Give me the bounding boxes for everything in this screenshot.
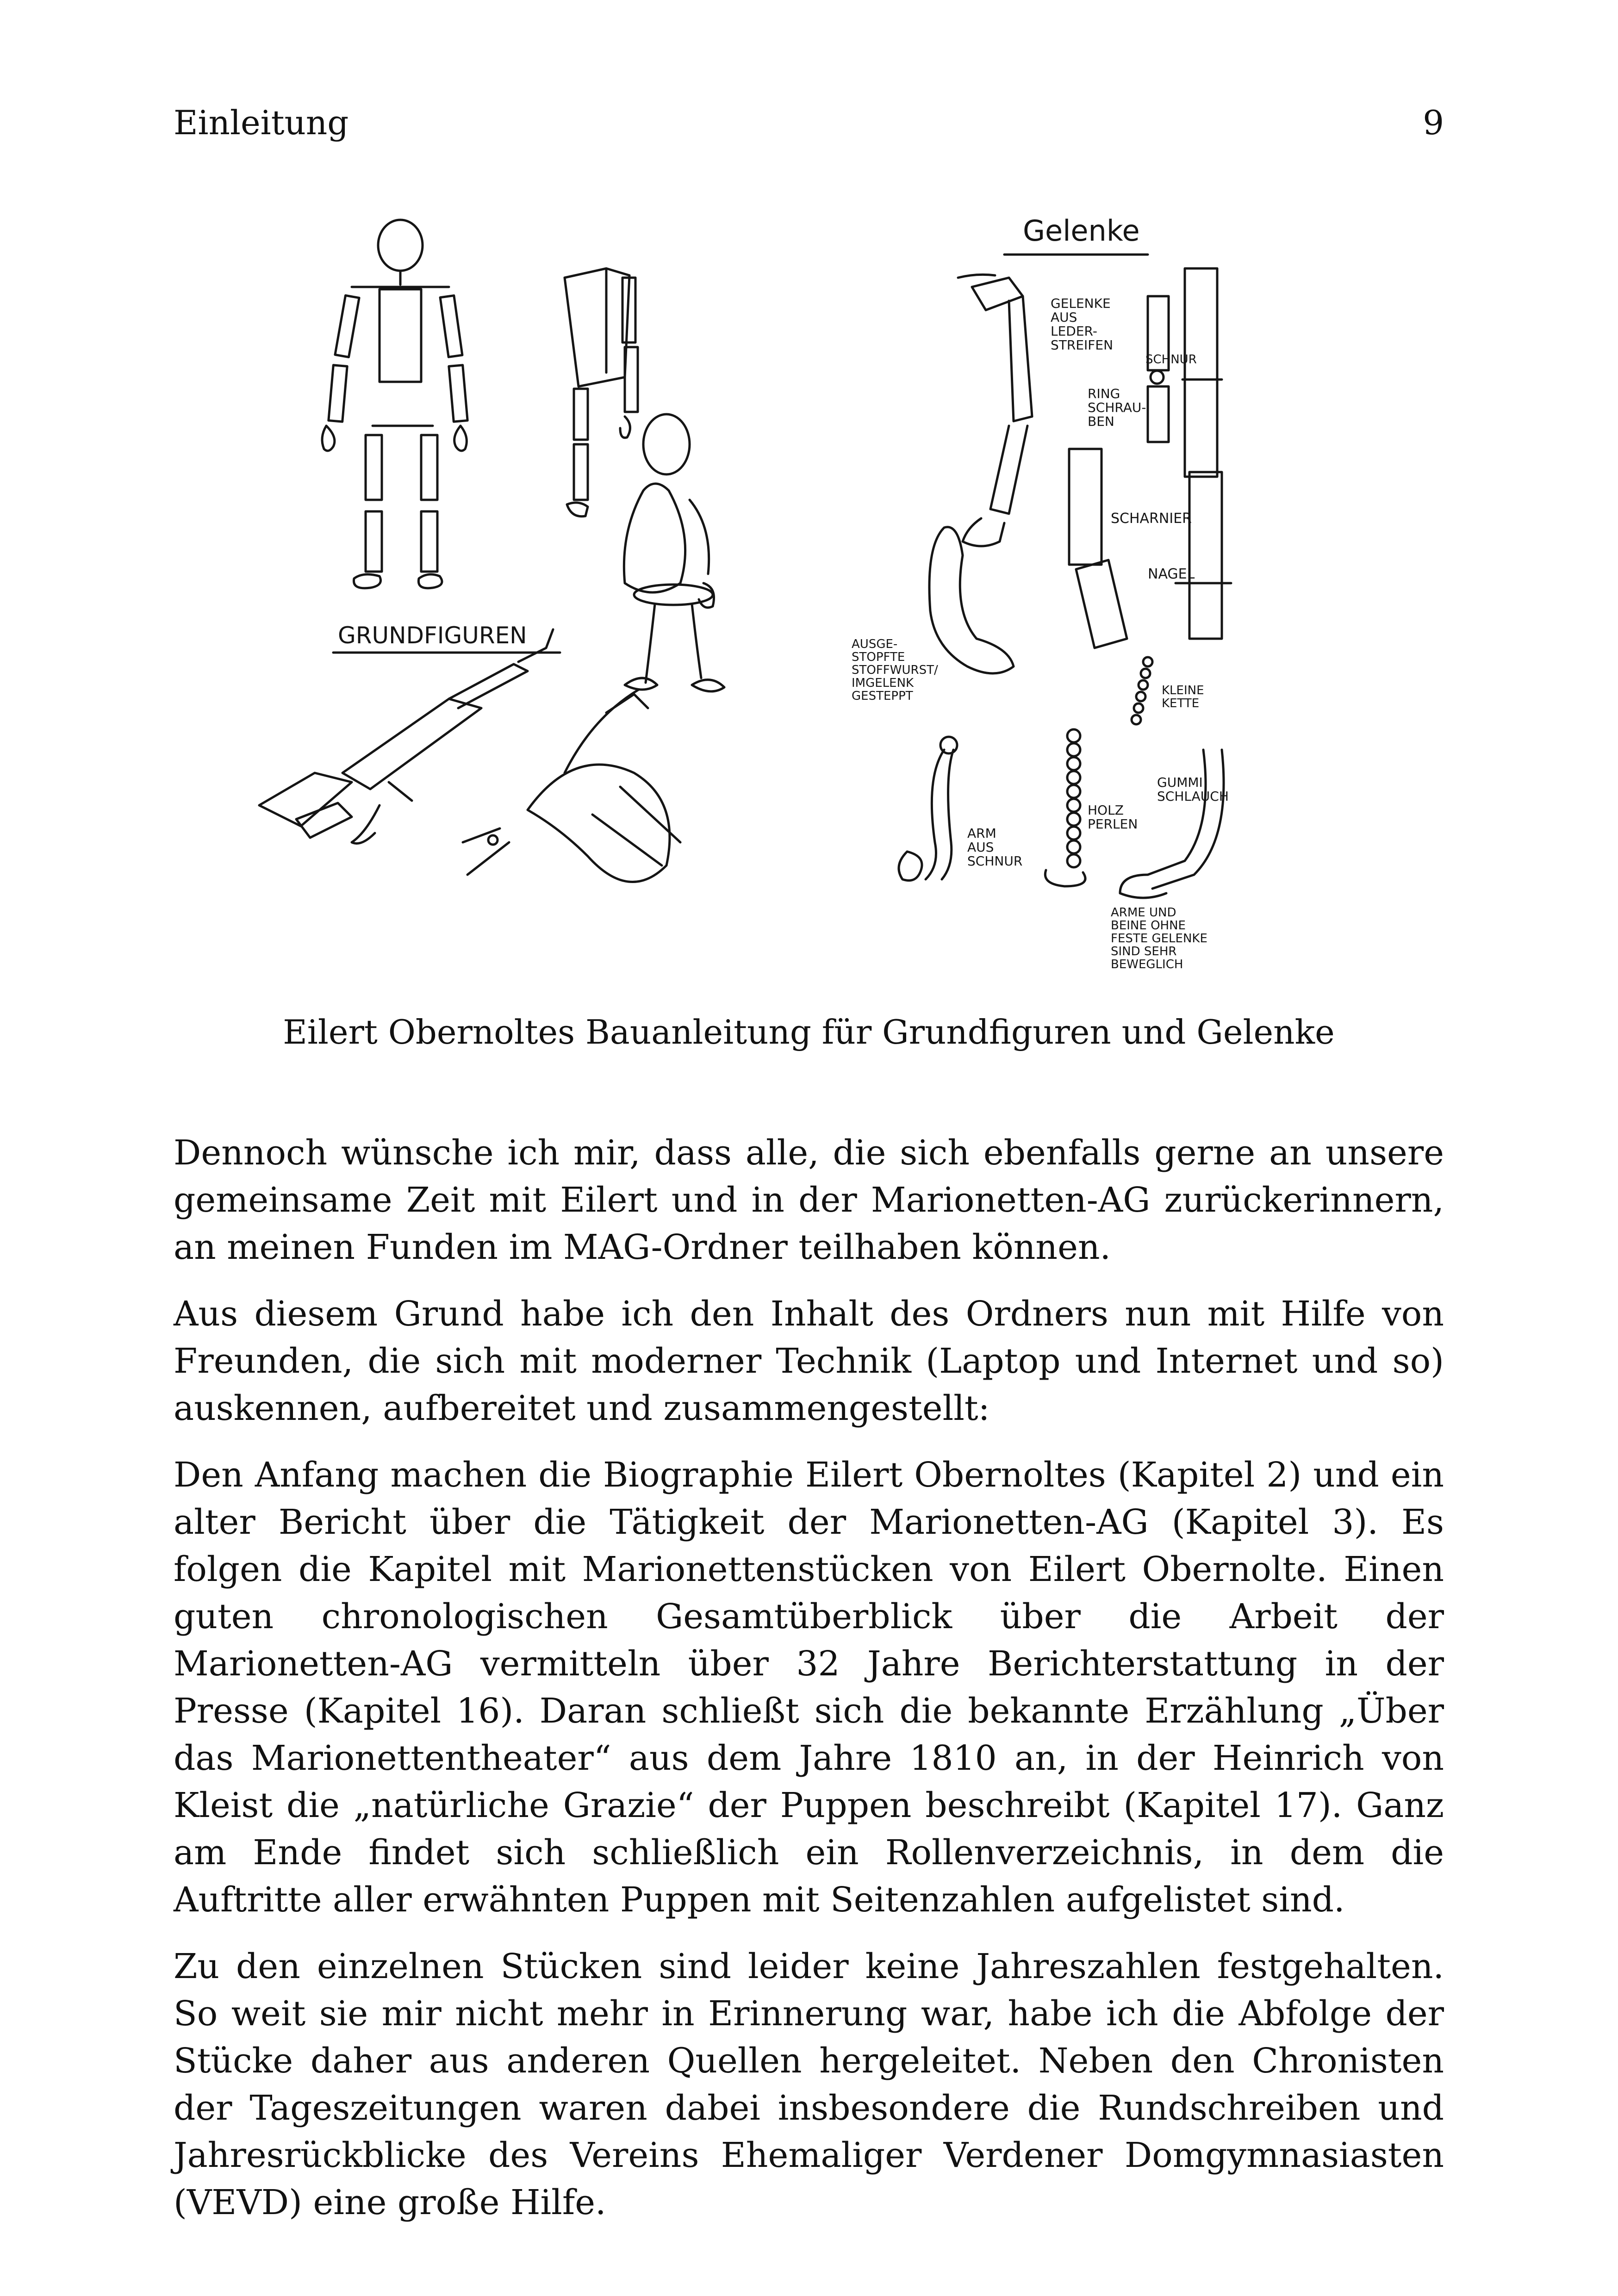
box-body-figure — [565, 268, 638, 516]
label-ring: RING SCHRAU- BEN — [1088, 386, 1146, 429]
label-gelenke: Gelenke — [1023, 214, 1140, 248]
label-stoffwurst: AUSGE- STOPFTE STOFFWURST/ IMGELENK GESTEPPT — [852, 637, 938, 703]
leather-strap-arm — [958, 274, 1032, 546]
running-header — [174, 97, 1444, 148]
jointed-skeleton-figure — [322, 220, 467, 588]
label-arme-beine: ARME UND BEINE OHNE FESTE GELENKE SIND SEHR BEWEGLICH — [1111, 906, 1207, 971]
chain-joint-drawing — [1132, 657, 1152, 724]
label-scharnier: SCHARNIER — [1111, 510, 1192, 527]
label-perlen: HOLZ PERLEN — [1088, 803, 1138, 832]
gripper-arm-drawing — [259, 629, 553, 844]
label-arm-schnur: ARM AUS SCHNUR — [967, 826, 1023, 869]
stuffed-sausage-joint — [929, 527, 1014, 673]
rounded-doll-figure — [624, 414, 724, 691]
nail-joint-drawing — [1176, 472, 1231, 639]
figure-caption: Eilert Obernoltes Bauanleitung für Grundfiguren und Gelenke — [283, 1013, 1335, 1052]
main-text — [174, 1129, 1444, 2246]
bird-puppet-drawing — [463, 690, 680, 882]
paragraph: Zu den einzelnen Stücken sind leider keine Jahreszahlen festgehalten. So weit sie mir nicht mehr in Erinnerung war, habe ich die Abfolge der Stücke daher aus anderen Quellen hergeleitet. Neben den Chronisten der Tageszeitungen waren dabei insbesondere die Rundschreiben und Jahresrückblicke des Vereins Ehemaliger Verdener Domgymnasiasten (VEVD) eine große Hilfe. — [174, 1947, 1444, 2222]
paragraph: Den Anfang machen die Biographie Eilert Obernoltes (Kapitel 2) und ein alter Bericht über die Tätigkeit der Marionetten-AG (Kapitel 3). Es folgen die Kapitel mit Marionettenstücken von Eilert Obernolte. Einen guten chronologischen Gesamtüberblick über die Arbeit der Marionetten-AG vermitteln über 32 Jahre Berichterstattung in der Presse (Kapitel 16). Daran schließt sich die bekannte Erzählung „Über das Marionettentheater“ aus dem Jahre 1810 an, in der Heinrich von Kleist die „natürliche Grazie“ der Puppen beschreibt (Kapitel 17). Ganz am Ende findet sich schließlich ein Rollenverzeichnis, in dem die Auftritte aller erwähnten Puppen mit Seitenzahlen aufgelistet sind. — [174, 1455, 1444, 1920]
paragraph: Aus diesem Grund habe ich den Inhalt des Ordners nun mit Hilfe von Freunden, die sich mit moderner Technik (Laptop und Internet und so) auskennen, aufbereitet und zusammengestellt: — [174, 1294, 1444, 1428]
hinge-joint-drawing — [1069, 449, 1127, 648]
paragraph: Dennoch wünsche ich mir, dass alle, die sich ebenfalls gerne an unsere gemeinsame Zeit mit Eilert und in der Marionetten-AG zurückerinnern, an meinen Funden im MAG-Ordner teilhaben können. — [174, 1133, 1444, 1267]
section-title: Einleitung — [174, 103, 349, 142]
page-number: 9 — [1423, 103, 1444, 142]
label-nagel: NAGEL — [1148, 566, 1195, 582]
string-arm-drawing — [899, 737, 957, 881]
label-kette: KLEINE KETTE — [1162, 684, 1204, 710]
label-grundfiguren: GRUNDFIGUREN — [338, 622, 527, 649]
label-gummi: GUMMI SCHLAUCH — [1157, 775, 1229, 804]
label-schnur: SCHNUR — [1145, 353, 1197, 367]
puppet-construction-illustration — [241, 204, 1379, 990]
label-gelenke-leder: GELENKE AUS LEDER- STREIFEN — [1051, 296, 1114, 353]
string-joint-drawing — [1148, 268, 1222, 477]
wood-beads-drawing — [1045, 729, 1085, 886]
